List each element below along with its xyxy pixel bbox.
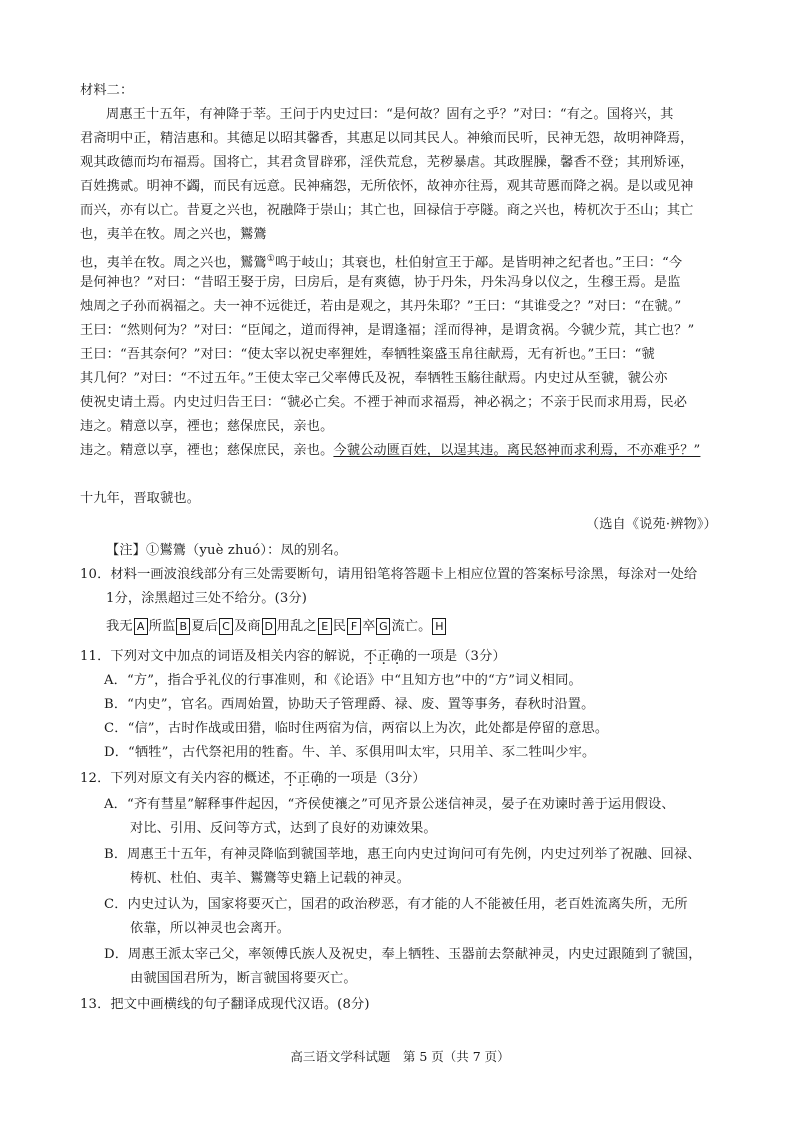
passage-line: 王曰：“然则何为？”对曰：“臣闻之，道而得神，是谓逢福；淫而得神，是谓贪祸。今虢少荒，其亡也？” [80, 323, 695, 338]
option-b: B．周惠王十五年，有神灵降临到虢国莘地，惠王向内史过询问可有先例，内史过列举了祝融、回禄、 [104, 847, 701, 862]
passage-line: 周惠王十五年，有神降于莘。王问于内史过曰：“是何故？固有之乎？”对曰：“有之。国将兴，其 [106, 107, 674, 122]
footnote-mark: ① [266, 254, 275, 264]
passage-text: 鸣于岐山；其衰也，杜伯射宣王于鄗。是皆明神之纪者也。”王曰：“今 [274, 255, 683, 271]
material-heading: 材料二： [80, 83, 134, 98]
emphasis-dot-char: 确 [390, 649, 404, 664]
answer-box-f[interactable]: F [347, 618, 361, 635]
stem-text: 的一项是（3分） [323, 771, 426, 786]
passage-line: 观其政德而均布福焉。国将亡，其君贪冒辟邪，淫佚荒怠，芜秽暴虐。其政腥臊，馨香不登；其刑矫诬， [80, 155, 694, 170]
option-b-cont: 梼杌、杜伯、夷羊、鸑鷟等史籍上记载的神灵。 [130, 871, 411, 886]
option-c: C．内史过认为，国家将要灭亡，国君的政治秽恶，有才能的人不能被任用，老百姓流离失所，无所 [104, 897, 688, 912]
page-footer: 高三语文学科试题 第 5 页（共 7 页） [290, 1049, 510, 1064]
underlined-sentence: 今虢公动匮百姓，以逞其违。离民怒神而求利焉，不亦难乎？” [333, 443, 701, 458]
answer-box-g[interactable]: G [376, 618, 390, 635]
passage-line: 王曰：“吾其奈何？”对曰：“使太宰以祝史率狸姓，奉牺牲粢盛玉帛往献焉，无有祈也。”王曰：“虢 [80, 347, 655, 362]
passage-line: 也，夷羊在牧。周之兴也，鸑鷟 [80, 227, 267, 242]
seg-text: 用乱之 [276, 619, 317, 634]
answer-box-b[interactable]: B [176, 618, 190, 635]
question-10-stem: 1分，涂黑超过三处不给分。(3分) [106, 591, 308, 606]
seg-text: 我无 [106, 619, 133, 634]
passage-line: 是何神也？”对曰：“昔昭王娶于房，曰房后，是有爽德，协于丹朱，丹朱冯身以仪之，生穆王焉。是监 [80, 275, 681, 290]
passage-line: 使祝史请土焉。内史过归告王曰：“虢必亡矣。不禋于神而求福焉，神必祸之；不亲于民而求用焉，民必 [80, 395, 688, 410]
option-c-cont: 依靠，所以神灵也会离开。 [130, 921, 291, 936]
passage-text: 违之。精意以享，禋也；慈保庶民，亲也。 [80, 443, 334, 458]
source-citation: （选自《说苑·辨物》） [585, 517, 717, 532]
note-label: 【注】 [106, 543, 147, 558]
passage-line: 其几何？”对曰：“不过五年。”王使太宰己父率傅氏及祝，奉牺牲玉觞往献焉。内史过从至虢，虢公亦 [80, 371, 668, 386]
passage-text: 也，夷羊在牧。周之兴也，鸑鷟 [80, 255, 267, 271]
option-d: D．周惠王派太宰己父，率领傅氏族人及祝史，奉上牺牲、玉器前去祭献神灵，内史过跟随到了虢国， [104, 947, 702, 962]
answer-box-d[interactable]: D [262, 618, 276, 635]
passage-line: 违之。精意以享，禋也；慈保庶民，亲也。 [80, 419, 334, 434]
emphasis-dot-char: 确 [310, 771, 324, 786]
answer-box-e[interactable]: E [318, 618, 332, 635]
stem-text: 12．下列对原文有关内容的概述， [80, 771, 284, 786]
option-b: B．“内史”，官名。西周始置，协助天子管理爵、禄、废、置等事务，春秋时沿置。 [104, 697, 595, 712]
passage-line: 而兴，亦有以亡。昔夏之兴也，祝融降于崇山；其亡也，回禄信于亭隧。商之兴也，梼杌次于丕山；其亡 [80, 203, 694, 218]
seg-text: 夏后 [191, 619, 219, 634]
emphasis-dot-char: 不 [283, 771, 298, 786]
stem-text: 的一项是（3分） [403, 649, 506, 664]
stem-text: 11．下列对文中加点的词语及相关内容的解说， [80, 649, 364, 664]
option-a-cont: 对比、引用、反问等方式，达到了良好的劝谏效果。 [130, 821, 437, 836]
emphasis-dot-char: 正 [297, 771, 311, 786]
emphasis-dot-char: 正 [377, 649, 391, 664]
answer-box-a[interactable]: A [134, 618, 148, 635]
passage-line: 君斋明中正，精洁惠和。其德足以昭其馨香，其惠足以同其民人。神飨而民听，民神无怨，故明神降焉， [80, 131, 694, 146]
answer-box-h[interactable]: H [432, 618, 446, 635]
seg-text: 卒 [362, 619, 376, 634]
question-13-stem: 13．把文中画横线的句子翻译成现代汉语。(8分) [80, 997, 370, 1012]
option-a: A．“齐有彗星”解释事件起因，“齐侯使禳之”可见齐景公迷信神灵，晏子在劝谏时善于运用假设、 [104, 797, 675, 812]
answer-box-c[interactable]: C [219, 618, 233, 635]
note-mark: ① [146, 543, 160, 558]
option-a: A．“方”，指合乎礼仪的行事准则，和《论语》中“且知方也”中的“方”词义相同。 [104, 673, 582, 688]
seg-text: 流亡。 [391, 619, 432, 634]
option-d: D．“牺牲”，古代祭祀用的牲畜。牛、羊、豕俱用叫太牢，只用羊、豕二牲叫少牢。 [104, 745, 596, 760]
passage-line: 烛周之子孙而祸福之。夫一神不远徙迁，若由是观之，其丹朱耶？”王曰：“其谁受之？”对曰：“在虢。” [80, 299, 682, 314]
passage-line: 十九年，晋取虢也。 [80, 491, 201, 506]
seg-text: 所监 [148, 619, 176, 634]
question-10-stem: 10．材料一画波浪线部分有三处需要断句，请用铅笔将答题卡上相应位置的答案标号涂黑，每涂对一处给 [80, 567, 698, 582]
option-c: C．“信”，古时作战或田猎，临时住两宿为信，两宿以上为次，此处都是停留的意思。 [104, 721, 609, 736]
passage-line: 百姓携贰。明神不蠲，而民有远意。民神痛怨，无所依怀，故神亦往焉，观其苛慝而降之祸。是以或见神 [80, 179, 694, 194]
emphasis-dot-char: 不 [363, 649, 378, 664]
note-text: 鸑鷟（yuè zhuó）：凤的别名。 [159, 543, 348, 558]
option-d-cont: 由虢国国君所为，断言虢国将要灭亡。 [130, 971, 357, 986]
seg-text: 及商 [234, 619, 261, 634]
seg-text: 民 [332, 619, 347, 634]
